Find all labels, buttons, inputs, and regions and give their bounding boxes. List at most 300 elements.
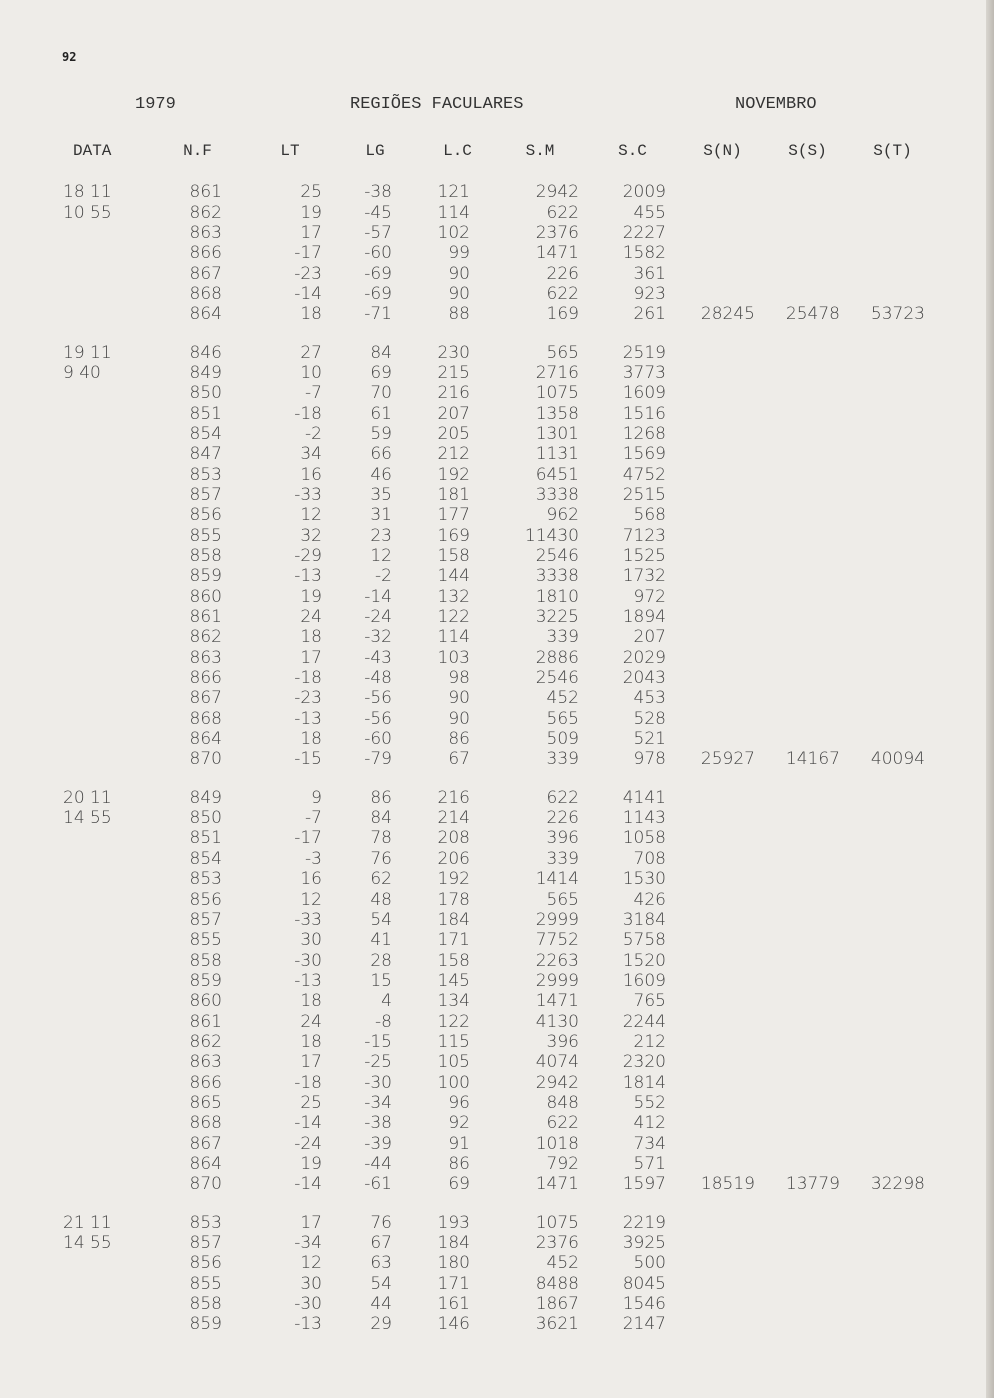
cell-lg: 63	[370, 1253, 392, 1274]
cell-nf: 853	[189, 464, 222, 485]
empty-cell	[680, 363, 765, 383]
cell-lc: 132	[437, 586, 470, 607]
cell-lt: 9	[311, 787, 322, 808]
cell-lg: -32	[364, 627, 392, 648]
cell-sm: 622	[546, 787, 579, 808]
cell-sc: 500	[633, 1253, 666, 1274]
cell-sc: 455	[633, 202, 666, 223]
empty-cell	[55, 749, 145, 769]
cell-lg: 46	[370, 464, 392, 485]
empty-cell	[765, 1314, 850, 1334]
cell-sm: 8488	[535, 1273, 579, 1294]
empty-cell	[765, 1052, 850, 1072]
cell-sm: 792	[546, 1153, 579, 1174]
empty-cell	[680, 950, 765, 970]
cell-lg: 54	[370, 1273, 392, 1294]
total-st: 40094	[870, 749, 925, 770]
empty-cell	[55, 383, 145, 403]
cell-lg: -25	[364, 1052, 392, 1073]
empty-cell	[850, 1233, 935, 1253]
empty-cell	[55, 930, 145, 950]
empty-cell	[765, 566, 850, 586]
empty-cell	[850, 342, 935, 362]
cell-lt: 17	[300, 222, 322, 243]
empty-cell	[55, 1294, 145, 1314]
empty-cell	[680, 1294, 765, 1314]
cell-sc: 972	[633, 586, 666, 607]
cell-lc: 207	[437, 403, 470, 424]
table-row	[55, 243, 935, 263]
empty-cell	[850, 363, 935, 383]
empty-cell	[680, 1032, 765, 1052]
cell-lc: 177	[437, 505, 470, 526]
cell-lt: -13	[294, 1314, 322, 1335]
cell-lc: 181	[437, 484, 470, 505]
empty-cell	[55, 869, 145, 889]
col-header-data: DATA	[73, 142, 112, 160]
empty-cell	[850, 263, 935, 283]
cell-lg: -34	[364, 1092, 392, 1113]
cell-lc: 100	[437, 1072, 470, 1093]
cell-sc: 1520	[622, 950, 666, 971]
cell-sm: 2886	[535, 647, 579, 668]
empty-cell	[850, 971, 935, 991]
cell-nf: 858	[189, 546, 222, 567]
empty-cell	[55, 709, 145, 729]
empty-cell	[850, 828, 935, 848]
table-row	[55, 1113, 935, 1133]
empty-cell	[765, 587, 850, 607]
empty-cell	[55, 1154, 145, 1174]
table-row	[55, 729, 935, 749]
cell-nf: 861	[189, 1011, 222, 1032]
cell-lc: 122	[437, 1011, 470, 1032]
cell-sc: 2227	[622, 222, 666, 243]
empty-cell	[765, 1274, 850, 1294]
cell-nf: 864	[189, 304, 222, 325]
cell-nf: 863	[189, 222, 222, 243]
cell-lc: 206	[437, 848, 470, 869]
cell-nf: 861	[189, 182, 222, 203]
cell-lg: -57	[364, 222, 392, 243]
cell-nf: 863	[189, 647, 222, 668]
empty-cell	[850, 1052, 935, 1072]
cell-sm: 622	[546, 283, 579, 304]
cell-nf: 853	[189, 869, 222, 890]
cell-sc: 453	[633, 688, 666, 709]
cell-lt: -14	[294, 283, 322, 304]
cell-lt: -33	[294, 909, 322, 930]
cell-sm: 1075	[535, 1212, 579, 1233]
empty-cell	[55, 1052, 145, 1072]
cell-sm: 6451	[535, 464, 579, 485]
empty-cell	[765, 1011, 850, 1031]
cell-sc: 2043	[622, 668, 666, 689]
empty-cell	[55, 424, 145, 444]
empty-cell	[55, 688, 145, 708]
header-row	[55, 132, 935, 170]
empty-cell	[765, 505, 850, 525]
cell-sc: 1546	[622, 1294, 666, 1315]
table-row	[55, 1213, 935, 1233]
cell-lc: 216	[437, 787, 470, 808]
empty-cell	[680, 991, 765, 1011]
cell-lc: 158	[437, 546, 470, 567]
empty-cell	[765, 383, 850, 403]
cell-sm: 1471	[535, 1174, 579, 1195]
cell-lc: 122	[437, 607, 470, 628]
cell-nf: 870	[189, 1174, 222, 1195]
table-row	[55, 849, 935, 869]
empty-cell	[850, 403, 935, 423]
empty-cell	[680, 243, 765, 263]
cell-lt: 27	[300, 342, 322, 363]
empty-cell	[850, 1093, 935, 1113]
cell-sm: 2716	[535, 362, 579, 383]
cell-nf: 857	[189, 909, 222, 930]
empty-cell	[680, 607, 765, 627]
empty-cell	[765, 688, 850, 708]
empty-cell	[680, 1253, 765, 1273]
cell-lt: -17	[294, 828, 322, 849]
cell-lt: -3	[305, 848, 322, 869]
cell-nf: 859	[189, 566, 222, 587]
empty-cell	[680, 342, 765, 362]
cell-nf: 859	[189, 1314, 222, 1335]
cell-nf: 858	[189, 950, 222, 971]
table-row	[55, 587, 935, 607]
cell-lt: 25	[300, 1092, 322, 1113]
cell-lt: -13	[294, 970, 322, 991]
cell-lc: 99	[448, 243, 470, 264]
empty-cell	[55, 1072, 145, 1092]
empty-cell	[765, 363, 850, 383]
cell-lt: 32	[300, 525, 322, 546]
empty-cell	[55, 444, 145, 464]
empty-cell	[680, 1011, 765, 1031]
cell-nf: 864	[189, 1153, 222, 1174]
empty-cell	[850, 849, 935, 869]
empty-cell	[765, 546, 850, 566]
empty-cell	[850, 587, 935, 607]
observation-date: 20 11	[63, 787, 112, 808]
empty-cell	[765, 263, 850, 283]
cell-nf: 862	[189, 1031, 222, 1052]
empty-cell	[680, 1113, 765, 1133]
cell-sc: 978	[633, 749, 666, 770]
cell-sm: 2263	[535, 950, 579, 971]
cell-lg: 29	[370, 1314, 392, 1335]
table-row	[55, 648, 935, 668]
cell-lg: 28	[370, 950, 392, 971]
cell-sc: 1814	[622, 1072, 666, 1093]
cell-lg: -69	[364, 283, 392, 304]
cell-sc: 1058	[622, 828, 666, 849]
empty-cell	[765, 788, 850, 808]
cell-sm: 3338	[535, 484, 579, 505]
table-row	[55, 1072, 935, 1092]
cell-sc: 528	[633, 708, 666, 729]
total-sn: 18519	[700, 1174, 755, 1195]
empty-cell	[680, 1052, 765, 1072]
empty-cell	[55, 526, 145, 546]
table-row	[55, 1233, 935, 1253]
empty-cell	[765, 869, 850, 889]
empty-cell	[680, 505, 765, 525]
total-sn: 28245	[700, 304, 755, 325]
cell-sm: 339	[546, 749, 579, 770]
cell-sc: 923	[633, 283, 666, 304]
cell-lg: -69	[364, 263, 392, 284]
cell-sm: 622	[546, 202, 579, 223]
cell-nf: 856	[189, 889, 222, 910]
cell-lt: -23	[294, 263, 322, 284]
cell-lg: 12	[370, 546, 392, 567]
empty-cell	[680, 808, 765, 828]
cell-lc: 216	[437, 383, 470, 404]
cell-sm: 11430	[524, 525, 579, 546]
cell-nf: 856	[189, 505, 222, 526]
cell-lt: -18	[294, 668, 322, 689]
empty-cell	[850, 1072, 935, 1092]
cell-sm: 2942	[535, 182, 579, 203]
cell-nf: 862	[189, 202, 222, 223]
empty-cell	[850, 464, 935, 484]
empty-cell	[765, 1154, 850, 1174]
cell-lg: -15	[364, 1031, 392, 1052]
empty-cell	[680, 1093, 765, 1113]
empty-cell	[850, 223, 935, 243]
cell-nf: 860	[189, 991, 222, 1012]
empty-cell	[55, 1274, 145, 1294]
empty-cell	[680, 910, 765, 930]
total-sn: 25927	[700, 749, 755, 770]
empty-cell	[765, 1213, 850, 1233]
cell-lc: 205	[437, 423, 470, 444]
cell-sm: 2942	[535, 1072, 579, 1093]
empty-cell	[680, 444, 765, 464]
cell-lg: 48	[370, 889, 392, 910]
cell-nf: 850	[189, 383, 222, 404]
empty-cell	[680, 971, 765, 991]
empty-cell	[680, 263, 765, 283]
group-gap	[55, 770, 935, 788]
cell-sm: 1301	[535, 423, 579, 444]
cell-nf: 851	[189, 828, 222, 849]
table-row	[55, 1253, 935, 1273]
empty-cell	[680, 403, 765, 423]
empty-cell	[765, 991, 850, 1011]
cell-lt: 17	[300, 1052, 322, 1073]
cell-sc: 1268	[622, 423, 666, 444]
cell-lg: -38	[364, 182, 392, 203]
cell-lt: -14	[294, 1113, 322, 1134]
observation-time: 9 40	[63, 362, 101, 383]
empty-cell	[680, 485, 765, 505]
table-row	[55, 284, 935, 304]
observation-time: 14 55	[63, 808, 112, 829]
table-row	[55, 464, 935, 484]
table-body	[55, 170, 935, 1335]
table-row	[55, 182, 935, 202]
empty-cell	[55, 910, 145, 930]
cell-lc: 103	[437, 647, 470, 668]
cell-sm: 226	[546, 263, 579, 284]
cell-sm: 1018	[535, 1133, 579, 1154]
cell-lt: 19	[300, 202, 322, 223]
cell-lc: 178	[437, 889, 470, 910]
col-header-nf: N.F	[183, 142, 212, 160]
cell-nf: 855	[189, 1273, 222, 1294]
table-row	[55, 263, 935, 283]
cell-nf: 863	[189, 1052, 222, 1073]
empty-cell	[765, 1093, 850, 1113]
cell-nf: 861	[189, 607, 222, 628]
cell-nf: 866	[189, 668, 222, 689]
cell-nf: 860	[189, 586, 222, 607]
empty-cell	[850, 546, 935, 566]
cell-sc: 1516	[622, 403, 666, 424]
cell-sc: 2147	[622, 1314, 666, 1335]
cell-sm: 339	[546, 627, 579, 648]
table-row	[55, 1314, 935, 1334]
cell-sm: 3338	[535, 566, 579, 587]
empty-cell	[55, 668, 145, 688]
cell-sm: 4074	[535, 1052, 579, 1073]
cell-lt: -33	[294, 484, 322, 505]
cell-sm: 2376	[535, 222, 579, 243]
cell-lt: -34	[294, 1233, 322, 1254]
cell-lt: 12	[300, 505, 322, 526]
cell-lg: 66	[370, 444, 392, 465]
cell-sc: 2009	[622, 182, 666, 203]
cell-nf: 857	[189, 484, 222, 505]
cell-nf: 865	[189, 1092, 222, 1113]
empty-cell	[765, 403, 850, 423]
cell-lg: -2	[375, 566, 392, 587]
table-row	[55, 910, 935, 930]
empty-cell	[55, 505, 145, 525]
empty-cell	[55, 991, 145, 1011]
cell-lc: 215	[437, 362, 470, 383]
cell-lc: 184	[437, 909, 470, 930]
table-row	[55, 202, 935, 222]
cell-sc: 2515	[622, 484, 666, 505]
group-gap	[55, 1195, 935, 1213]
empty-cell	[765, 223, 850, 243]
table-row	[55, 223, 935, 243]
empty-cell	[680, 828, 765, 848]
cell-sc: 1582	[622, 243, 666, 264]
table-row	[55, 304, 935, 324]
empty-cell	[680, 182, 765, 202]
cell-lt: 12	[300, 889, 322, 910]
cell-sc: 3184	[622, 909, 666, 930]
table-row	[55, 1052, 935, 1072]
cell-lg: 31	[370, 505, 392, 526]
cell-lg: -44	[364, 1153, 392, 1174]
cell-sm: 2546	[535, 668, 579, 689]
table-row	[55, 505, 935, 525]
empty-cell	[680, 223, 765, 243]
cell-lt: 19	[300, 586, 322, 607]
empty-cell	[850, 1213, 935, 1233]
group-gap	[55, 324, 935, 342]
empty-cell	[765, 1233, 850, 1253]
cell-sm: 339	[546, 848, 579, 869]
cell-sm: 565	[546, 889, 579, 910]
table-row	[55, 566, 935, 586]
cell-lc: 90	[448, 708, 470, 729]
cell-sm: 1471	[535, 991, 579, 1012]
cell-sc: 1609	[622, 970, 666, 991]
empty-cell	[680, 930, 765, 950]
empty-cell	[850, 688, 935, 708]
cell-lg: -43	[364, 647, 392, 668]
cell-lt: -7	[305, 383, 322, 404]
cell-lg: 78	[370, 828, 392, 849]
empty-cell	[765, 627, 850, 647]
empty-cell	[680, 587, 765, 607]
cell-nf: 862	[189, 627, 222, 648]
empty-cell	[55, 1032, 145, 1052]
cell-sm: 848	[546, 1092, 579, 1113]
cell-nf: 868	[189, 283, 222, 304]
cell-nf: 851	[189, 403, 222, 424]
cell-lt: 24	[300, 607, 322, 628]
empty-cell	[850, 869, 935, 889]
col-header-st: S(T)	[873, 142, 912, 160]
empty-cell	[55, 587, 145, 607]
empty-cell	[55, 485, 145, 505]
empty-cell	[765, 1113, 850, 1133]
empty-cell	[765, 950, 850, 970]
cell-lg: 84	[370, 342, 392, 363]
cell-lc: 67	[448, 749, 470, 770]
cell-lt: 16	[300, 464, 322, 485]
cell-lg: 44	[370, 1294, 392, 1315]
cell-sm: 7752	[535, 930, 579, 951]
col-header-lt: LT	[280, 142, 300, 160]
cell-lc: 171	[437, 1273, 470, 1294]
cell-lc: 193	[437, 1212, 470, 1233]
cell-sm: 1075	[535, 383, 579, 404]
cell-nf: 854	[189, 848, 222, 869]
empty-cell	[680, 1213, 765, 1233]
cell-sc: 571	[633, 1153, 666, 1174]
cell-lc: 158	[437, 950, 470, 971]
page-number: 92	[62, 50, 77, 64]
cell-lc: 90	[448, 283, 470, 304]
cell-lt: 19	[300, 1153, 322, 1174]
cell-nf: 853	[189, 1212, 222, 1233]
cell-sc: 568	[633, 505, 666, 526]
table-row	[55, 546, 935, 566]
empty-cell	[850, 202, 935, 222]
cell-lt: 30	[300, 1273, 322, 1294]
cell-lc: 102	[437, 222, 470, 243]
cell-lc: 169	[437, 525, 470, 546]
empty-cell	[680, 709, 765, 729]
cell-sm: 3225	[535, 607, 579, 628]
cell-sc: 765	[633, 991, 666, 1012]
cell-sc: 412	[633, 1113, 666, 1134]
cell-nf: 868	[189, 708, 222, 729]
empty-cell	[765, 202, 850, 222]
report-month: NOVEMBRO	[735, 95, 817, 114]
empty-cell	[55, 1174, 145, 1194]
observation-time: 10 55	[63, 202, 112, 223]
